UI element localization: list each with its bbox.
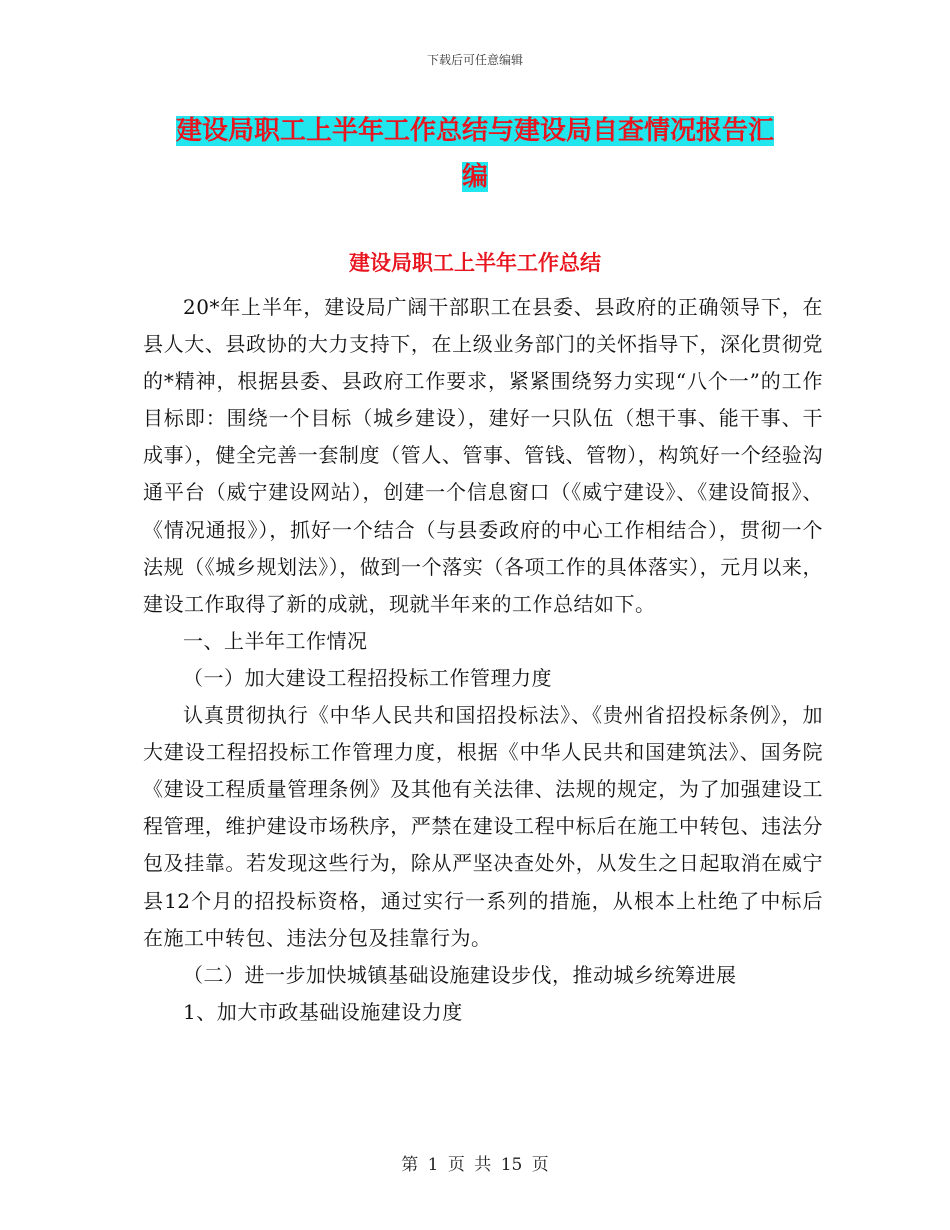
section-title: 建设局职工上半年工作总结 xyxy=(349,251,601,275)
page-header-note: 下载后可任意编辑 xyxy=(426,53,523,67)
paragraph-bidding: 认真贯彻执行《中华人民共和国招投标法》、《贵州省招投标条例》，加大建设工程招投标工作管理力度，根据《中华人民共和国建筑法》、国务院《建设工程质量管理条例》及其他有关法律、法规的规定，为了加强建设工程管理，维护建设市场秩序，严禁在建设工程中标后在施工中转包、违法分包及挂靠。若发现这些行为，除从严坚决查处外，从发生之日起取消在威宁县12个月的招投标资格，通过实行一系列的措施，从根本上杜绝了中标后在施工中转包、违法分包及挂靠行为。 xyxy=(143,703,823,950)
document-body xyxy=(143,289,823,1031)
document-title-line1: 建设局职工上半年工作总结与建设局自查情况报告汇 xyxy=(175,116,774,146)
heading-first-half-work: 一、上半年工作情况 xyxy=(183,628,368,653)
heading-infrastructure: （二）进一步加快城镇基础设施建设步伐，推动城乡统筹进展 xyxy=(183,962,737,987)
document-title-line2: 编 xyxy=(461,162,488,192)
heading-municipal: 1、加大市政基础设施建设力度 xyxy=(183,999,463,1024)
document-title xyxy=(140,108,810,200)
paragraph-intro: 20*年上半年，建设局广阔干部职工在县委、县政府的正确领导下，在县人大、县政协的大力支持下，在上级业务部门的关怀指导下，深化贯彻党的*精神，根据县委、县政府工作要求，紧紧围绕努力实现“八个一”的工作目标即：围绕一个目标（城乡建设），建好一只队伍（想干事、能干事、干成事），健全完善一套制度（管人、管事、管钱、管物），构筑好一个经验沟通平台（威宁建设网站），创建一个信息窗口（《威宁建设》、《建设简报》、《情况通报》），抓好一个结合（与县委政府的中心工作相结合），贯彻一个法规（《城乡规划法》），做到一个落实（各项工作的具体落实），元月以来，建设工作取得了新的成就，现就半年来的工作总结如下。 xyxy=(143,295,823,616)
heading-bidding-management: （一）加大建设工程招投标工作管理力度 xyxy=(183,665,552,690)
page-number: 第 1 页 共 15 页 xyxy=(401,1155,549,1175)
